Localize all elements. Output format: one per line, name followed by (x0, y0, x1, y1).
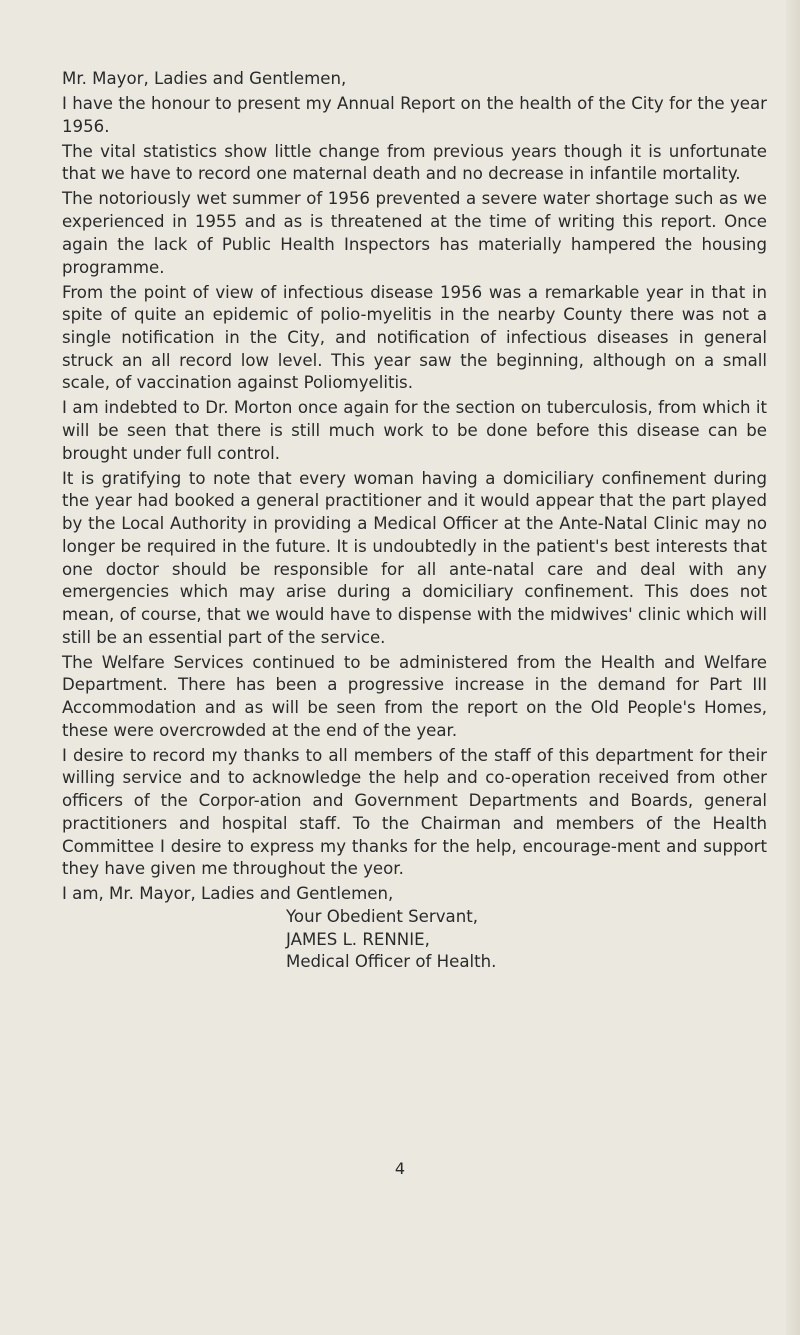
page-number: 4 (394, 1159, 406, 1178)
signatory-title: Medical Officer of Health. (286, 952, 497, 972)
salutation: Mr. Mayor, Ladies and Gentlemen, (62, 69, 347, 88)
signature-block (286, 906, 767, 974)
paragraph-water-and-housing: The notoriously wet summer of 1956 prevented a severe water shortage such as we experienced in 1955 and as is threatened at the time of writing this report. Once again the lack of Public Health Inspectors has materially hampered the housing programme. (62, 189, 767, 277)
paragraph-tuberculosis: I am indebted to Dr. Morton once again for the section on tuberculosis, from which it will be seen that there is still much work to be done before this disease can be brought under full control. (62, 398, 767, 463)
page-edge (786, 0, 800, 1335)
paragraph-maternity: It is gratifying to note that every woman having a domiciliary confinement during the year had booked a general practitioner and it would appear that the part played by the Local Authority in providing a Medical Officer at the Ante-Natal Clinic may no longer be required in the future. It is undoubtedly in the patient's best interests that one doctor should be responsible for all ante-natal care and deal with any emergencies which may arise during a domiciliary confinement. This does not mean, of course, that we would have to dispense with the midwives' clinic which will still be an essential part of the service. (62, 468, 767, 647)
signatory-name: JAMES L. RENNIE, (286, 929, 430, 949)
paragraph-infectious-disease: From the point of view of infectious disease 1956 was a remarkable year in that in spite of quite an epidemic of polio-myelitis in the nearby County there was not a single notification in the City, and notification of infectious diseases in general struck an all record low level. This year saw the beginning, although on a small scale, of vaccination against Poliomyelitis. (62, 282, 767, 393)
closing-line: I am, Mr. Mayor, Ladies and Gentlemen, (62, 884, 394, 904)
paragraph-introduction: I have the honour to present my Annual Report on the health of the City for the year 1956. (62, 94, 767, 136)
valediction: Your Obedient Servant, (286, 906, 479, 926)
paragraph-acknowledgements: I desire to record my thanks to all members of the staff of this department for their willing service and to acknowledge the help and co-operation received from other officers of the Corpor-ation and Government Departments and Boards, general practitioners and hospital staff. To the Chairman and members of the Health Committee I desire to express my thanks for the help, encourage-ment and support they have given me throughout the yeor. (62, 745, 767, 879)
letter-body (62, 68, 767, 974)
paragraph-vital-statistics: The vital statistics show little change from previous years though it is unfortunate that we have to record one maternal death and no decrease in infantile mortality. (62, 141, 767, 184)
paragraph-welfare-services: The Welfare Services continued to be administered from the Health and Welfare Department. There has been a progressive increase in the demand for Part III Accommodation and as will be seen from the report on the Old People's Homes, these were overcrowded at the end of the year. (62, 652, 767, 740)
